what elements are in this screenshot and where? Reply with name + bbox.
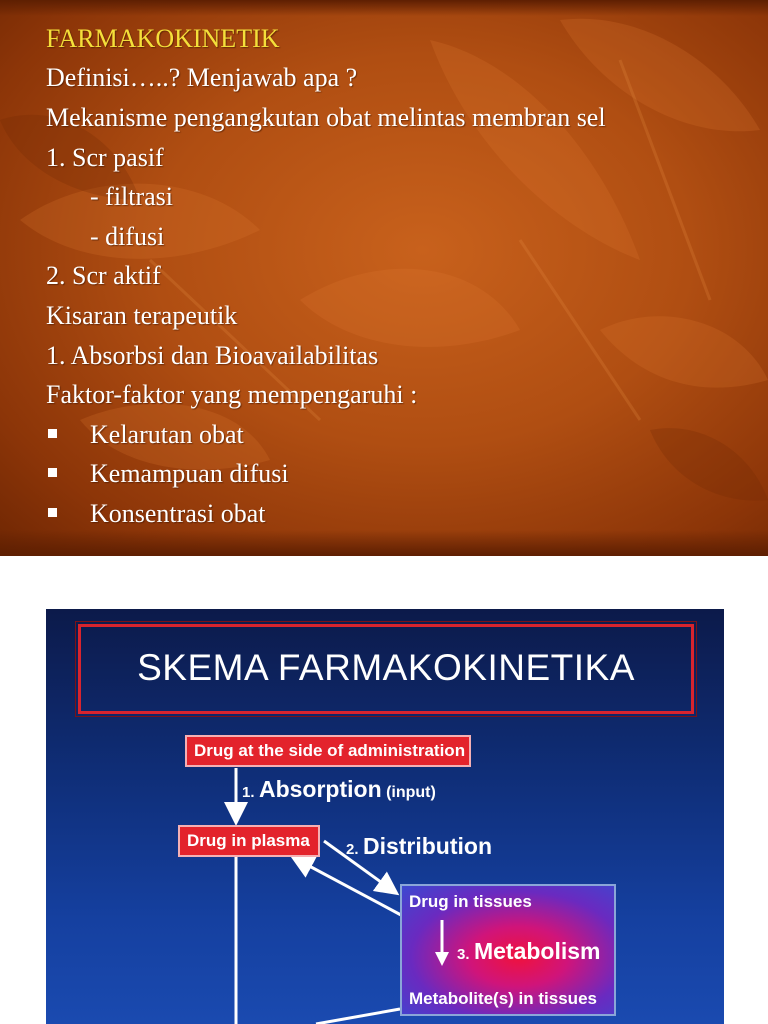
step-number: 2. xyxy=(346,841,359,858)
text-line-absorbsi: 1. Absorbsi dan Bioavailabilitas xyxy=(46,341,379,370)
bullet-text: Kelarutan obat xyxy=(90,420,244,449)
box-tissues: Drug in tissues xyxy=(409,892,532,911)
text-line-mekanisme: Mekanisme pengangkutan obat melintas membran sel xyxy=(46,103,606,132)
top-shade xyxy=(0,0,768,16)
bullet-text: Kemampuan difusi xyxy=(90,459,289,488)
text-line-pasif: 1. Scr pasif xyxy=(46,143,164,172)
metabolism-arrow xyxy=(432,920,452,968)
bullet-text: Konsentrasi obat xyxy=(90,499,266,528)
box-administration: Drug at the side of administration xyxy=(185,735,471,767)
step-label: Absorption xyxy=(258,776,382,802)
step-number: 3. xyxy=(457,946,470,963)
step-absorption xyxy=(242,776,436,803)
metabolite-return-line xyxy=(316,1009,400,1024)
slide-skema-farmakokinetika xyxy=(46,609,724,1024)
distribution-arrow-back xyxy=(298,860,401,915)
square-bullet-icon xyxy=(48,429,57,438)
diagram-title: SKEMA FARMAKOKINETIKA xyxy=(137,647,635,688)
step-label: Distribution xyxy=(362,833,493,859)
square-bullet-icon xyxy=(48,508,57,517)
step-metabolism xyxy=(457,938,601,965)
text-line-difusi: - difusi xyxy=(90,222,165,251)
text-line-faktor: Faktor-faktor yang mempengaruhi : xyxy=(46,380,418,409)
square-bullet-icon xyxy=(48,468,57,477)
step-note: (input) xyxy=(386,784,436,801)
box-metabolites: Metabolite(s) in tissues xyxy=(409,989,597,1008)
bottom-shade xyxy=(0,530,768,556)
text-line-filtrasi: - filtrasi xyxy=(90,182,174,211)
slide-title: FARMAKOKINETIK xyxy=(46,24,280,53)
step-label: Metabolism xyxy=(473,938,601,964)
text-line-kisaran: Kisaran terapeutik xyxy=(46,301,238,330)
step-number: 1. xyxy=(242,784,255,801)
text-line-definisi: Definisi…..? Menjawab apa ? xyxy=(46,63,358,92)
step-distribution xyxy=(346,833,492,860)
text-line-aktif: 2. Scr aktif xyxy=(46,261,161,290)
tissue-compartment xyxy=(400,884,616,1016)
flow-arrows xyxy=(46,609,724,1024)
box-plasma: Drug in plasma xyxy=(178,825,320,857)
